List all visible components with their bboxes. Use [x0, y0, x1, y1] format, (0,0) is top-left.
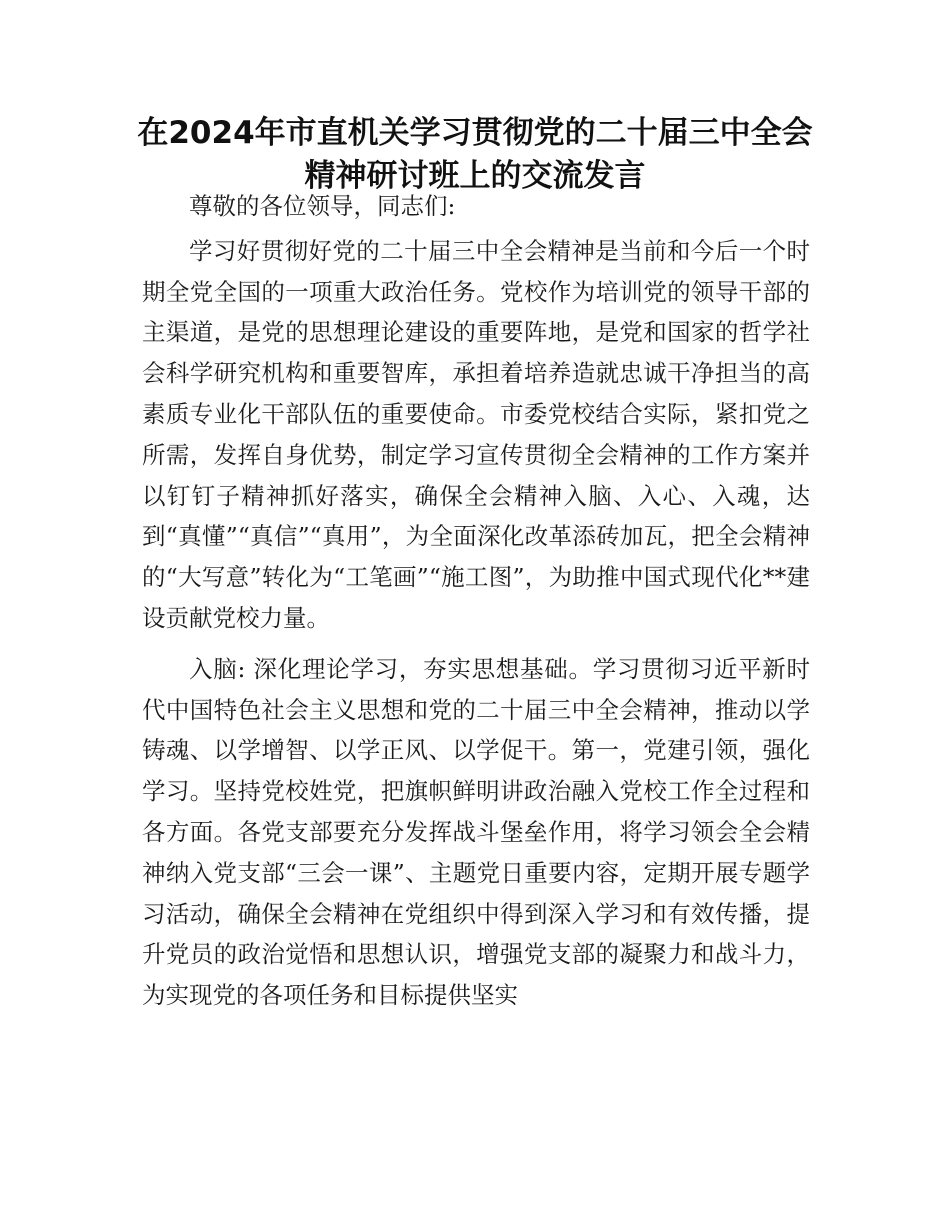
paragraph-intro: 学习好贯彻好党的二十届三中全会精神是当前和今后一个时期全党全国的一项重大政治任务。党校作为培训党的领导干部的主渠道，是党的思想理论建设的重要阵地，是党和国家的哲学社会科学研究机构和重要智库，承担着培养造就忠诚干净担当的高素质专业化干部队伍的重要使命。市委党校结合实际，紧扣党之所需，发挥自身优势，制定学习宣传贯彻全会精神的工作方案并以钉钉子精神抓好落实，确保全会精神入脑、入心、入魂，达到“真懂”“真信”“真用”，为全面深化改革添砖加瓦，把全会精神的“大写意”转化为“工笔画”“施工图”，为助推中国式现代化**建设贡献党校力量。	[142, 236, 810, 632]
document-body	[142, 186, 810, 1026]
document-title: 在2024年市直机关学习贯彻党的二十届三中全会精神研讨班上的交流发言	[137, 115, 813, 194]
salutation: 尊敬的各位领导，同志们:	[189, 192, 456, 220]
paragraph-section-1: 入脑: 深化理论学习，夯实思想基础。学习贯彻习近平新时代中国特色社会主义思想和党的二十届三中全会精神，推动以学铸魂、以学增智、以学正风、以学促干。第一，党建引领，强化学习。坚持党校姓党，把旗帜鲜明讲政治融入党校工作全过程和各方面。各党支部要充分发挥战斗堡垒作用，将学习领会全会精神纳入党支部“三会一课”、主题党日重要内容，定期开展专题学习活动，确保全会精神在党组织中得到深入学习和有效传播，提升党员的政治觉悟和思想认识，增强党支部的凝聚力和战斗力，为实现党的各项任务和目标提供坚实	[142, 654, 810, 1010]
